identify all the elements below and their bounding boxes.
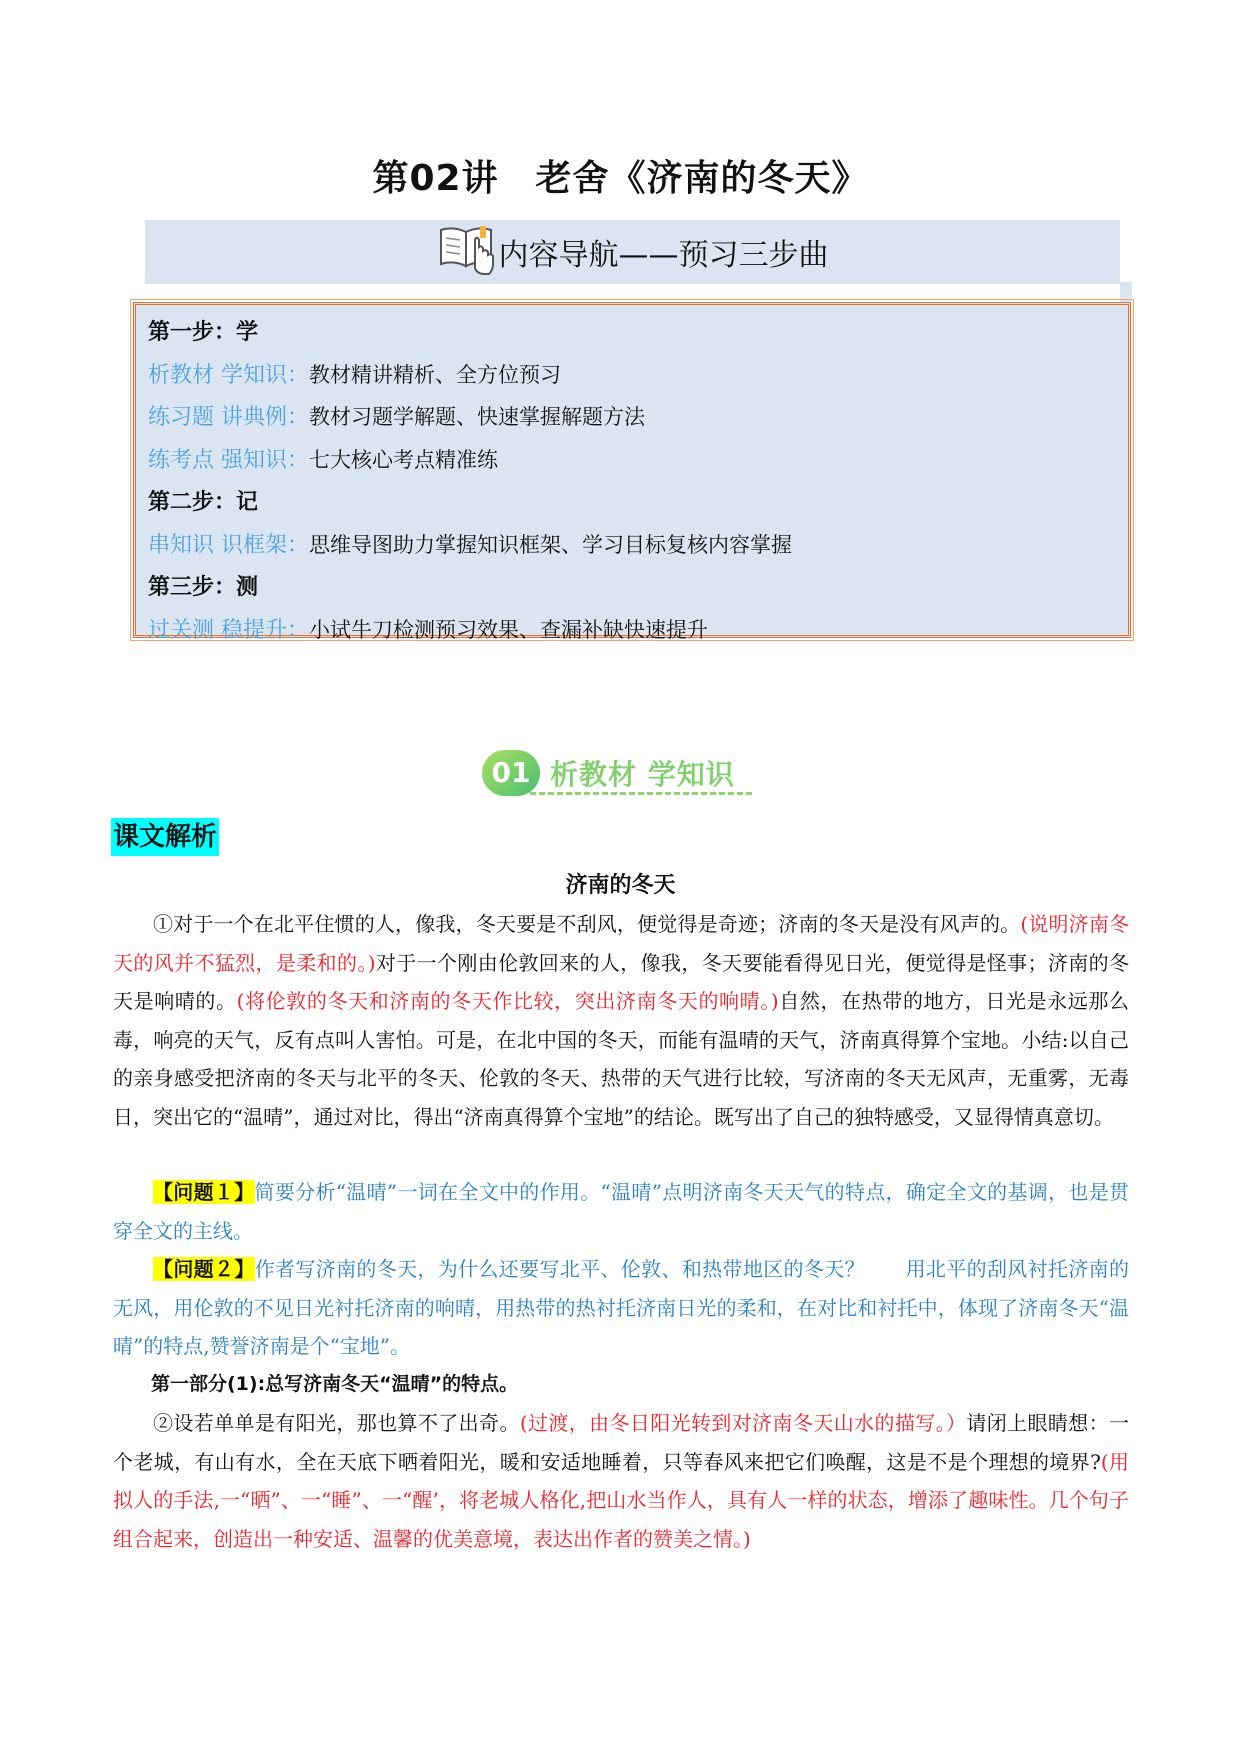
step-item: 练考点 强知识：七大核心考点精准练 [148, 447, 498, 473]
lesson-label: 课文解析 [111, 818, 219, 856]
annotation: (将伦敦的冬天和济南的冬天作比较，突出济南冬天的响晴。) [236, 989, 779, 1013]
step-item: 串知识 识框架：思维导图助力掌握知识框架、学习目标复核内容掌握 [148, 532, 792, 558]
section-number: 01 [482, 750, 540, 796]
step-guide-box [133, 302, 1131, 643]
paragraph-1: ①对于一个在北平住惯的人，像我，冬天要是不刮风，便觉得是奇迹；济南的冬天是没有风声的。(说明济南冬天的风并不猛烈，是柔和的。)对于一个刚由伦敦回来的人，像我，冬天要能看得见日光，便觉得是怪事；济南的冬天是响晴的。(将伦敦的冬天和济南的冬天作比较，突出济南冬天的响晴。)自然，在热带的地方，日光是永远那么毒，响亮的天气，反有点叫人害怕。可是，在北中国的冬天，而能有温晴的天气，济南真得算个宝地。小结:以自己的亲身感受把济南的冬天与北平的冬天、伦敦的冬天、热带的天气进行比较，写济南的冬天无风声，无重雾，无毒日，突出它的“温晴”，通过对比，得出“济南真得算个宝地”的结论。既写出了自己的独特感受，又显得情真意切。 [113, 912, 1130, 1129]
nav-banner-title: 内容导航——预习三步曲 [498, 238, 829, 273]
annotation: (说明济南冬天的风并不猛烈，是柔和的。) [113, 912, 1129, 975]
page-title: 第02讲 老舍《济南的冬天》 [372, 158, 869, 199]
book-hand-icon [437, 220, 499, 284]
question-2 [113, 1250, 1129, 1366]
section-label: 析教材 学知识 [550, 758, 735, 791]
step-item: 析教材 学知识：教材精讲精析、全方位预习 [148, 362, 561, 388]
paragraph-2: ②设若单单是有阳光，那也算不了出奇。(过渡，由冬日阳光转到对济南冬天山水的描写。）请闭上眼睛想：一个老城，有山有水，全在天底下晒着阳光，暖和安适地睡着，只等春风来把它们唤醒，这是不是个理想的境界?(用拟人的手法,一“晒”、一“睡”、一“醒’，将老城人格化,把山水当作人，具有人一样的状态，增添了趣味性。几个句子组合起来，创造出一种安适、温馨的优美意境，表达出作者的赞美之情。) [113, 1411, 1130, 1551]
question-tag: 【问题１】 [153, 1180, 255, 1204]
annotation: (过渡，由冬日阳光转到对济南冬天山水的描写。） [519, 1411, 967, 1435]
question-text: 简要分析“温晴”一词在全文中的作用。“温晴”点明济南冬天天气的特点，确定全文的基调，也是贯穿全文的主线。 [113, 1180, 1129, 1243]
annotation: (用拟人的手法,一“晒”、一“睡”、一“醒’，将老城人格化,把山水当作人，具有人一样的状态，增添了趣味性。几个句子组合起来，创造出一种安适、温馨的优美意境，表达出作者的赞美之情。) [113, 1449, 1129, 1551]
section-underline [530, 792, 752, 795]
step-item: 练习题 讲典例：教材习题学解题、快速掌握解题方法 [148, 405, 645, 430]
nav-banner [145, 220, 1120, 284]
question-1 [113, 1173, 1129, 1250]
article-title: 济南的冬天 [565, 873, 676, 898]
step-head-3: 第三步：测 [148, 575, 259, 600]
question-text: 作者写济南的冬天，为什么还要写北平、伦敦、和热带地区的冬天？ 用北平的刮风衬托济南的无风，用伦敦的不见日光衬托济南的响晴，用热带的热衬托济南日光的柔和，在对比和衬托中，体现了济南冬天“温晴”的特点,赞誉济南是个“宝地”。 [113, 1257, 1130, 1358]
question-tag: 【问题２】 [153, 1257, 255, 1281]
banner-shadow [1120, 282, 1132, 302]
step-head-1: 第一步：学 [148, 320, 259, 345]
step-head-2: 第二步：记 [148, 490, 259, 515]
step-item: 过关测 稳提升：小试牛刀检测预习效果、查漏补缺快速提升 [148, 617, 708, 643]
part-heading: 第一部分(1):总写济南冬天“温晴”的特点。 [151, 1373, 519, 1395]
